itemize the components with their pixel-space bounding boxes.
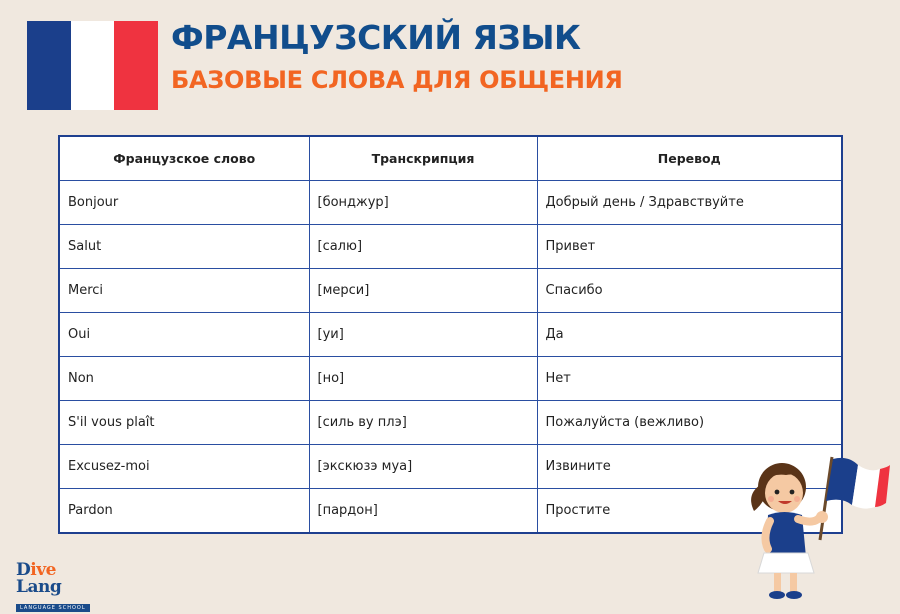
cell-translation: Спасибо [537, 269, 842, 313]
logo-accent: ive [30, 560, 56, 580]
cell-translation: Простите [537, 489, 842, 534]
divelang-logo [16, 560, 106, 611]
cell-transcription: [но] [309, 357, 537, 401]
waving-flag-icon [826, 458, 890, 509]
table-row [59, 357, 842, 401]
cell-french: Oui [59, 313, 309, 357]
cell-transcription: [экскюзэ муа] [309, 445, 537, 489]
logo-prefix: D [16, 560, 31, 580]
page-title: ФРАНЦУЗСКИЙ ЯЗЫК [171, 18, 581, 57]
french-flag-icon [27, 21, 158, 110]
table-row [59, 489, 842, 534]
cell-french: Excusez-moi [59, 445, 309, 489]
table-row [59, 445, 842, 489]
cell-transcription: [мерси] [309, 269, 537, 313]
cell-transcription: [пардон] [309, 489, 537, 534]
vocabulary-table [58, 135, 841, 533]
logo-rest: Lang [16, 577, 62, 597]
cell-transcription: [силь ву плэ] [309, 401, 537, 445]
cell-translation: Извините [537, 445, 842, 489]
cell-translation: Пожалуйста (вежливо) [537, 401, 842, 445]
cell-translation: Да [537, 313, 842, 357]
cell-french: S'il vous plaît [59, 401, 309, 445]
table-row [59, 225, 842, 269]
cell-french: Salut [59, 225, 309, 269]
cell-french: Pardon [59, 489, 309, 534]
table-header-row [59, 136, 842, 181]
cell-transcription: [бонджур] [309, 181, 537, 225]
column-header-french: Французское слово [59, 136, 309, 181]
cell-translation: Нет [537, 357, 842, 401]
column-header-transcription: Транскрипция [309, 136, 537, 181]
cell-french: Merci [59, 269, 309, 313]
page-subtitle: БАЗОВЫЕ СЛОВА ДЛЯ ОБЩЕНИЯ [171, 66, 623, 94]
cell-translation: Привет [537, 225, 842, 269]
table-row [59, 181, 842, 225]
table-row [59, 269, 842, 313]
table-row [59, 313, 842, 357]
logo-tagline: LANGUAGE SCHOOL [16, 604, 90, 612]
cell-transcription: [салю] [309, 225, 537, 269]
column-header-translation: Перевод [537, 136, 842, 181]
girl-with-flag-illustration [740, 445, 900, 600]
table-row [59, 401, 842, 445]
cell-translation: Добрый день / Здравствуйте [537, 181, 842, 225]
cell-french: Bonjour [59, 181, 309, 225]
cell-french: Non [59, 357, 309, 401]
cell-transcription: [уи] [309, 313, 537, 357]
